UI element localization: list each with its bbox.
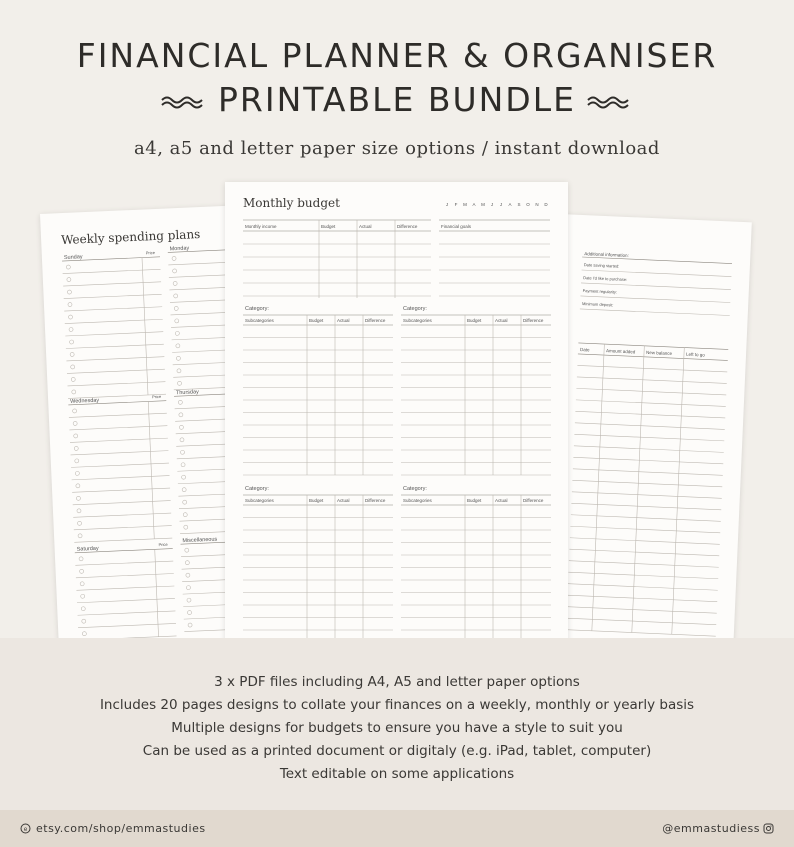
checkbox-circle-icon bbox=[77, 521, 81, 525]
checkbox-circle-icon bbox=[182, 488, 186, 492]
checkbox-circle-icon bbox=[67, 277, 71, 281]
savings-tracker-page bbox=[541, 214, 752, 662]
checkbox-circle-icon bbox=[184, 525, 188, 529]
category-header: Difference bbox=[523, 318, 544, 323]
day-label: Wednesday bbox=[70, 397, 100, 405]
month-letter: M bbox=[481, 202, 485, 207]
weekly-page-title: Weekly spending plans bbox=[60, 227, 201, 248]
month-letter: J bbox=[445, 202, 449, 207]
checkbox-circle-icon bbox=[81, 607, 85, 611]
category-header: Actual bbox=[337, 318, 350, 323]
title-line2-text: PRINTABLE BUNDLE bbox=[218, 80, 576, 119]
income-header: Actual bbox=[359, 224, 372, 229]
info-header: Additional information: bbox=[584, 251, 629, 259]
category-label: Category: bbox=[403, 486, 427, 492]
month-letter: O bbox=[526, 202, 530, 207]
savings-page-grid bbox=[541, 214, 752, 662]
checkbox-circle-icon bbox=[77, 509, 81, 513]
checkbox-circle-icon bbox=[185, 561, 189, 565]
checkbox-circle-icon bbox=[177, 369, 181, 373]
checkbox-circle-icon bbox=[179, 425, 183, 429]
month-letter: D bbox=[544, 202, 548, 207]
checkbox-circle-icon bbox=[183, 500, 187, 504]
checkbox-circle-icon bbox=[68, 302, 72, 306]
checkbox-circle-icon bbox=[68, 315, 72, 319]
category-header: Difference bbox=[523, 498, 544, 503]
day-label: Sunday bbox=[63, 254, 83, 261]
checkbox-circle-icon bbox=[75, 471, 79, 475]
category-label: Category: bbox=[245, 486, 269, 492]
feature-item: 3 x PDF files including A4, A5 and letter paper options bbox=[214, 674, 580, 690]
category-header: Subcategories bbox=[403, 318, 432, 323]
wave-ornament-icon bbox=[586, 94, 634, 110]
checkbox-circle-icon bbox=[187, 611, 191, 615]
price-label: Price bbox=[151, 393, 162, 400]
footer bbox=[0, 810, 794, 847]
checkbox-circle-icon bbox=[182, 475, 186, 479]
income-header: Difference bbox=[397, 224, 418, 229]
category-header: Budget bbox=[467, 498, 482, 503]
checkbox-circle-icon bbox=[183, 513, 187, 517]
checkbox-circle-icon bbox=[80, 582, 84, 586]
checkbox-circle-icon bbox=[67, 290, 71, 294]
instagram-link[interactable]: @emmastudiess bbox=[662, 822, 760, 835]
goals-header: Financial goals bbox=[441, 224, 472, 229]
checkbox-circle-icon bbox=[173, 281, 177, 285]
category-header: Subcategories bbox=[245, 318, 274, 323]
checkbox-circle-icon bbox=[82, 619, 86, 623]
checkbox-circle-icon bbox=[75, 459, 79, 463]
svg-text:e: e bbox=[23, 827, 28, 833]
etsy-icon bbox=[20, 823, 31, 834]
instagram-icon bbox=[763, 823, 774, 834]
price-label: Price bbox=[145, 250, 156, 256]
checkbox-circle-icon bbox=[175, 319, 179, 323]
category-header: Subcategories bbox=[403, 498, 432, 503]
info-row-label: Date saving started: bbox=[583, 262, 620, 269]
checkbox-circle-icon bbox=[82, 632, 86, 636]
checkbox-circle-icon bbox=[73, 409, 77, 413]
checkbox-circle-icon bbox=[73, 421, 77, 425]
checkbox-circle-icon bbox=[180, 438, 184, 442]
checkbox-circle-icon bbox=[181, 463, 185, 467]
shop-link[interactable]: etsy.com/shop/emmastudies bbox=[36, 822, 206, 835]
feature-item: Text editable on some applications bbox=[279, 766, 515, 782]
checkbox-circle-icon bbox=[78, 534, 82, 538]
checkbox-circle-icon bbox=[74, 434, 78, 438]
checkbox-circle-icon bbox=[175, 331, 179, 335]
day-label: Thursday bbox=[175, 389, 199, 397]
category-header: Subcategories bbox=[245, 498, 274, 503]
wave-ornament-icon bbox=[160, 94, 208, 110]
category-header: Budget bbox=[309, 498, 324, 503]
monthly-budget-page bbox=[225, 182, 568, 652]
checkbox-circle-icon bbox=[176, 356, 180, 360]
checkbox-circle-icon bbox=[178, 400, 182, 404]
checkbox-circle-icon bbox=[71, 377, 75, 381]
subtitle: a4, a5 and letter paper size options / instant download bbox=[134, 138, 660, 159]
category-header: Actual bbox=[495, 318, 508, 323]
checkbox-circle-icon bbox=[71, 365, 75, 369]
month-letter: F bbox=[454, 202, 458, 207]
main-title-line2 bbox=[0, 80, 794, 119]
month-letter: S bbox=[517, 202, 521, 207]
checkbox-circle-icon bbox=[81, 594, 85, 598]
checkbox-circle-icon bbox=[185, 548, 189, 552]
checkbox-circle-icon bbox=[76, 484, 80, 488]
month-letter: N bbox=[535, 202, 539, 207]
checkbox-circle-icon bbox=[69, 327, 73, 331]
checkbox-circle-icon bbox=[188, 623, 192, 627]
checkbox-circle-icon bbox=[79, 557, 83, 561]
checkbox-circle-icon bbox=[70, 340, 74, 344]
day-label: Saturday bbox=[76, 545, 99, 553]
feature-item: Multiple designs for budgets to ensure you have a style to suit you bbox=[171, 720, 623, 736]
table-header: New balance bbox=[645, 349, 673, 357]
category-header: Budget bbox=[309, 318, 324, 323]
checkbox-circle-icon bbox=[76, 496, 80, 500]
checkbox-circle-icon bbox=[174, 294, 178, 298]
checkbox-circle-icon bbox=[177, 381, 181, 385]
category-header: Actual bbox=[337, 498, 350, 503]
feature-item: Includes 20 pages designs to collate your finances on a weekly, monthly or yearly basis bbox=[99, 697, 695, 713]
table-header: Left to go bbox=[685, 351, 705, 358]
checkbox-circle-icon bbox=[80, 569, 84, 573]
category-label: Category: bbox=[245, 306, 269, 312]
price-label: Price bbox=[158, 541, 168, 548]
checkbox-circle-icon bbox=[186, 586, 190, 590]
day-label: Monday bbox=[169, 245, 190, 253]
checkbox-circle-icon bbox=[187, 598, 191, 602]
table-header: Date bbox=[579, 347, 590, 353]
monthly-page-title: Monthly budget bbox=[243, 196, 340, 210]
day-label: Miscellaneous bbox=[182, 536, 218, 545]
category-header: Difference bbox=[365, 498, 386, 503]
month-letter: A bbox=[508, 202, 512, 207]
checkbox-circle-icon bbox=[72, 390, 76, 394]
month-letter: J bbox=[490, 202, 494, 207]
category-header: Actual bbox=[495, 498, 508, 503]
checkbox-circle-icon bbox=[180, 450, 184, 454]
feature-item: Can be used as a printed document or digitaly (e.g. iPad, tablet, computer) bbox=[142, 743, 652, 759]
info-row-label: Payment regularity: bbox=[582, 288, 618, 295]
checkbox-circle-icon bbox=[70, 352, 74, 356]
month-letter: M bbox=[463, 202, 467, 207]
checkbox-circle-icon bbox=[179, 413, 183, 417]
category-header: Budget bbox=[467, 318, 482, 323]
category-label: Category: bbox=[403, 306, 427, 312]
main-title: FINANCIAL PLANNER & ORGANISER bbox=[76, 36, 718, 75]
checkbox-circle-icon bbox=[172, 256, 176, 260]
checkbox-circle-icon bbox=[173, 269, 177, 273]
income-header: Monthly income bbox=[245, 224, 277, 229]
income-header: Budget bbox=[321, 224, 336, 229]
category-header: Difference bbox=[365, 318, 386, 323]
table-header: Amount added bbox=[605, 348, 636, 355]
monthly-page-grid bbox=[225, 182, 568, 652]
checkbox-circle-icon bbox=[174, 306, 178, 310]
checkbox-circle-icon bbox=[176, 344, 180, 348]
info-row-label: Date I'd like to purchase: bbox=[583, 275, 628, 282]
checkbox-circle-icon bbox=[74, 446, 78, 450]
month-letter: A bbox=[472, 202, 476, 207]
checkbox-circle-icon bbox=[66, 265, 70, 269]
info-row-label: Minimum deposit: bbox=[582, 301, 614, 308]
month-letter: J bbox=[499, 202, 503, 207]
checkbox-circle-icon bbox=[186, 573, 190, 577]
